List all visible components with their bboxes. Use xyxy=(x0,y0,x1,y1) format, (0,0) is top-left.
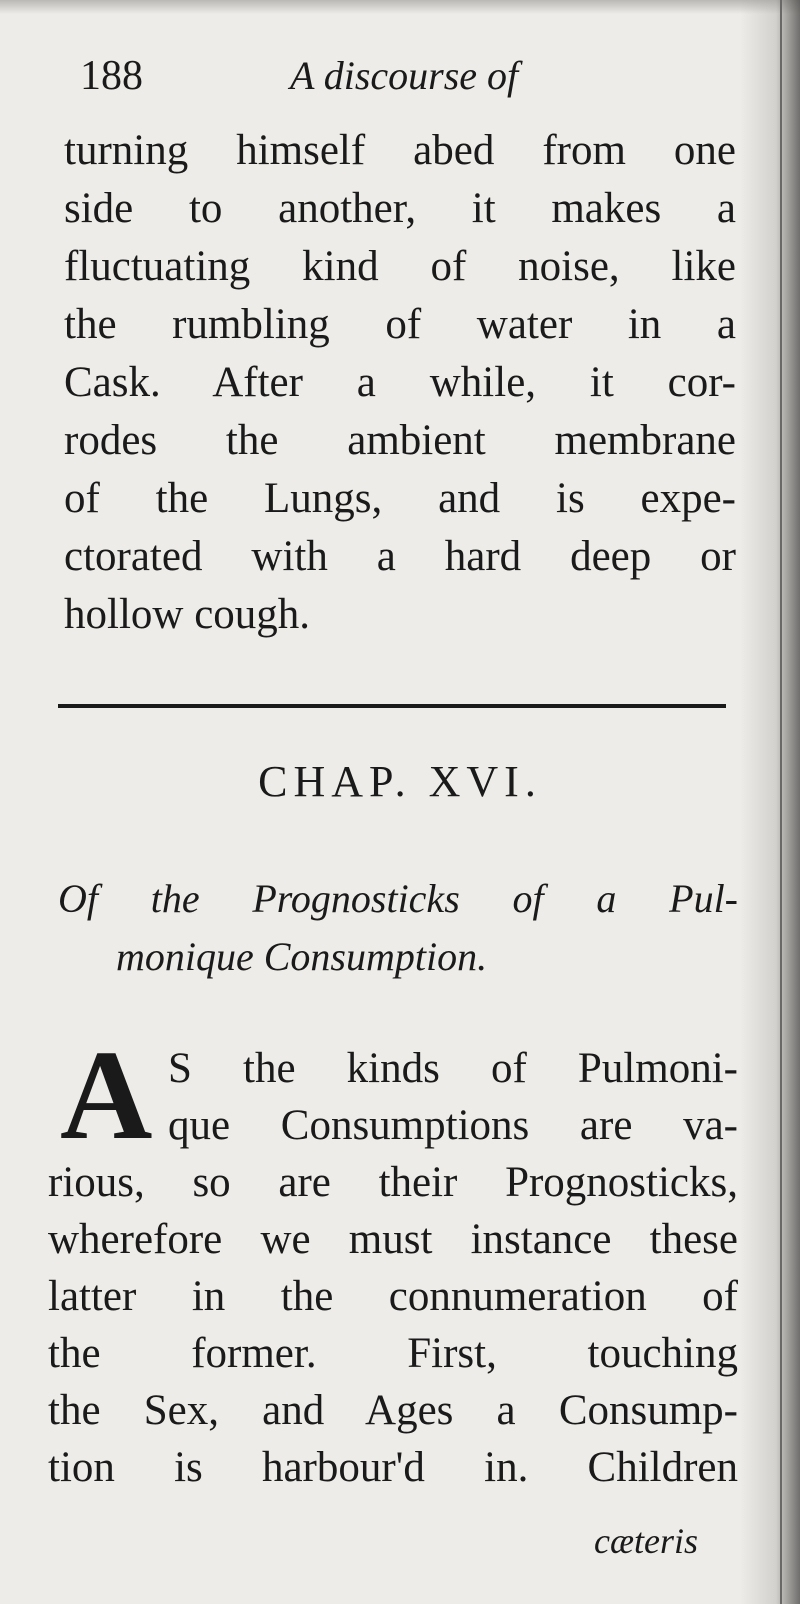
text-line: hollow cough. xyxy=(64,591,311,638)
text-line: que Consumptions are va- xyxy=(168,1102,738,1149)
chapter-title-line: monique Consumption. xyxy=(116,934,488,979)
drop-cap: A xyxy=(60,1024,153,1166)
catchword: cæteris xyxy=(594,1521,698,1561)
text-line: latter in the connumeration of xyxy=(48,1273,738,1320)
text-line: the former. First, touching xyxy=(48,1330,738,1377)
text-line: of the Lungs, and is expe- xyxy=(64,475,736,522)
page-number: 188 xyxy=(80,53,143,99)
text-line: rodes the ambient membrane xyxy=(64,417,736,464)
text-line: the Sex, and Ages a Consump- xyxy=(48,1387,738,1434)
chapter-title-line: Of the Prognosticks of a Pul- xyxy=(58,876,738,921)
text-line: turning himself abed from one xyxy=(64,127,736,174)
text-line: rious, so are their Prognosticks, xyxy=(48,1159,738,1206)
text-line: ctorated with a hard deep or xyxy=(64,533,736,580)
text-line: side to another, it makes a xyxy=(64,185,736,232)
text-line: the rumbling of water in a xyxy=(64,301,736,348)
section-divider xyxy=(58,704,726,708)
text-line: wherefore we must instance these xyxy=(48,1216,738,1263)
chapter-title xyxy=(58,870,738,986)
text-line: S the kinds of Pulmoni- xyxy=(168,1045,738,1092)
text-line: fluctuating kind of noise, like xyxy=(64,243,736,290)
chapter-heading: CHAP. XVI. xyxy=(258,757,542,806)
text-line: tion is harbour'd in. Children xyxy=(48,1444,738,1491)
chapter-body xyxy=(48,1024,738,1496)
page-top-shadow xyxy=(0,0,800,14)
continued-paragraph xyxy=(64,122,736,644)
running-head: A discourse of xyxy=(290,53,519,98)
page-header xyxy=(80,52,720,112)
text-line: Cask. After a while, it cor- xyxy=(64,359,736,406)
